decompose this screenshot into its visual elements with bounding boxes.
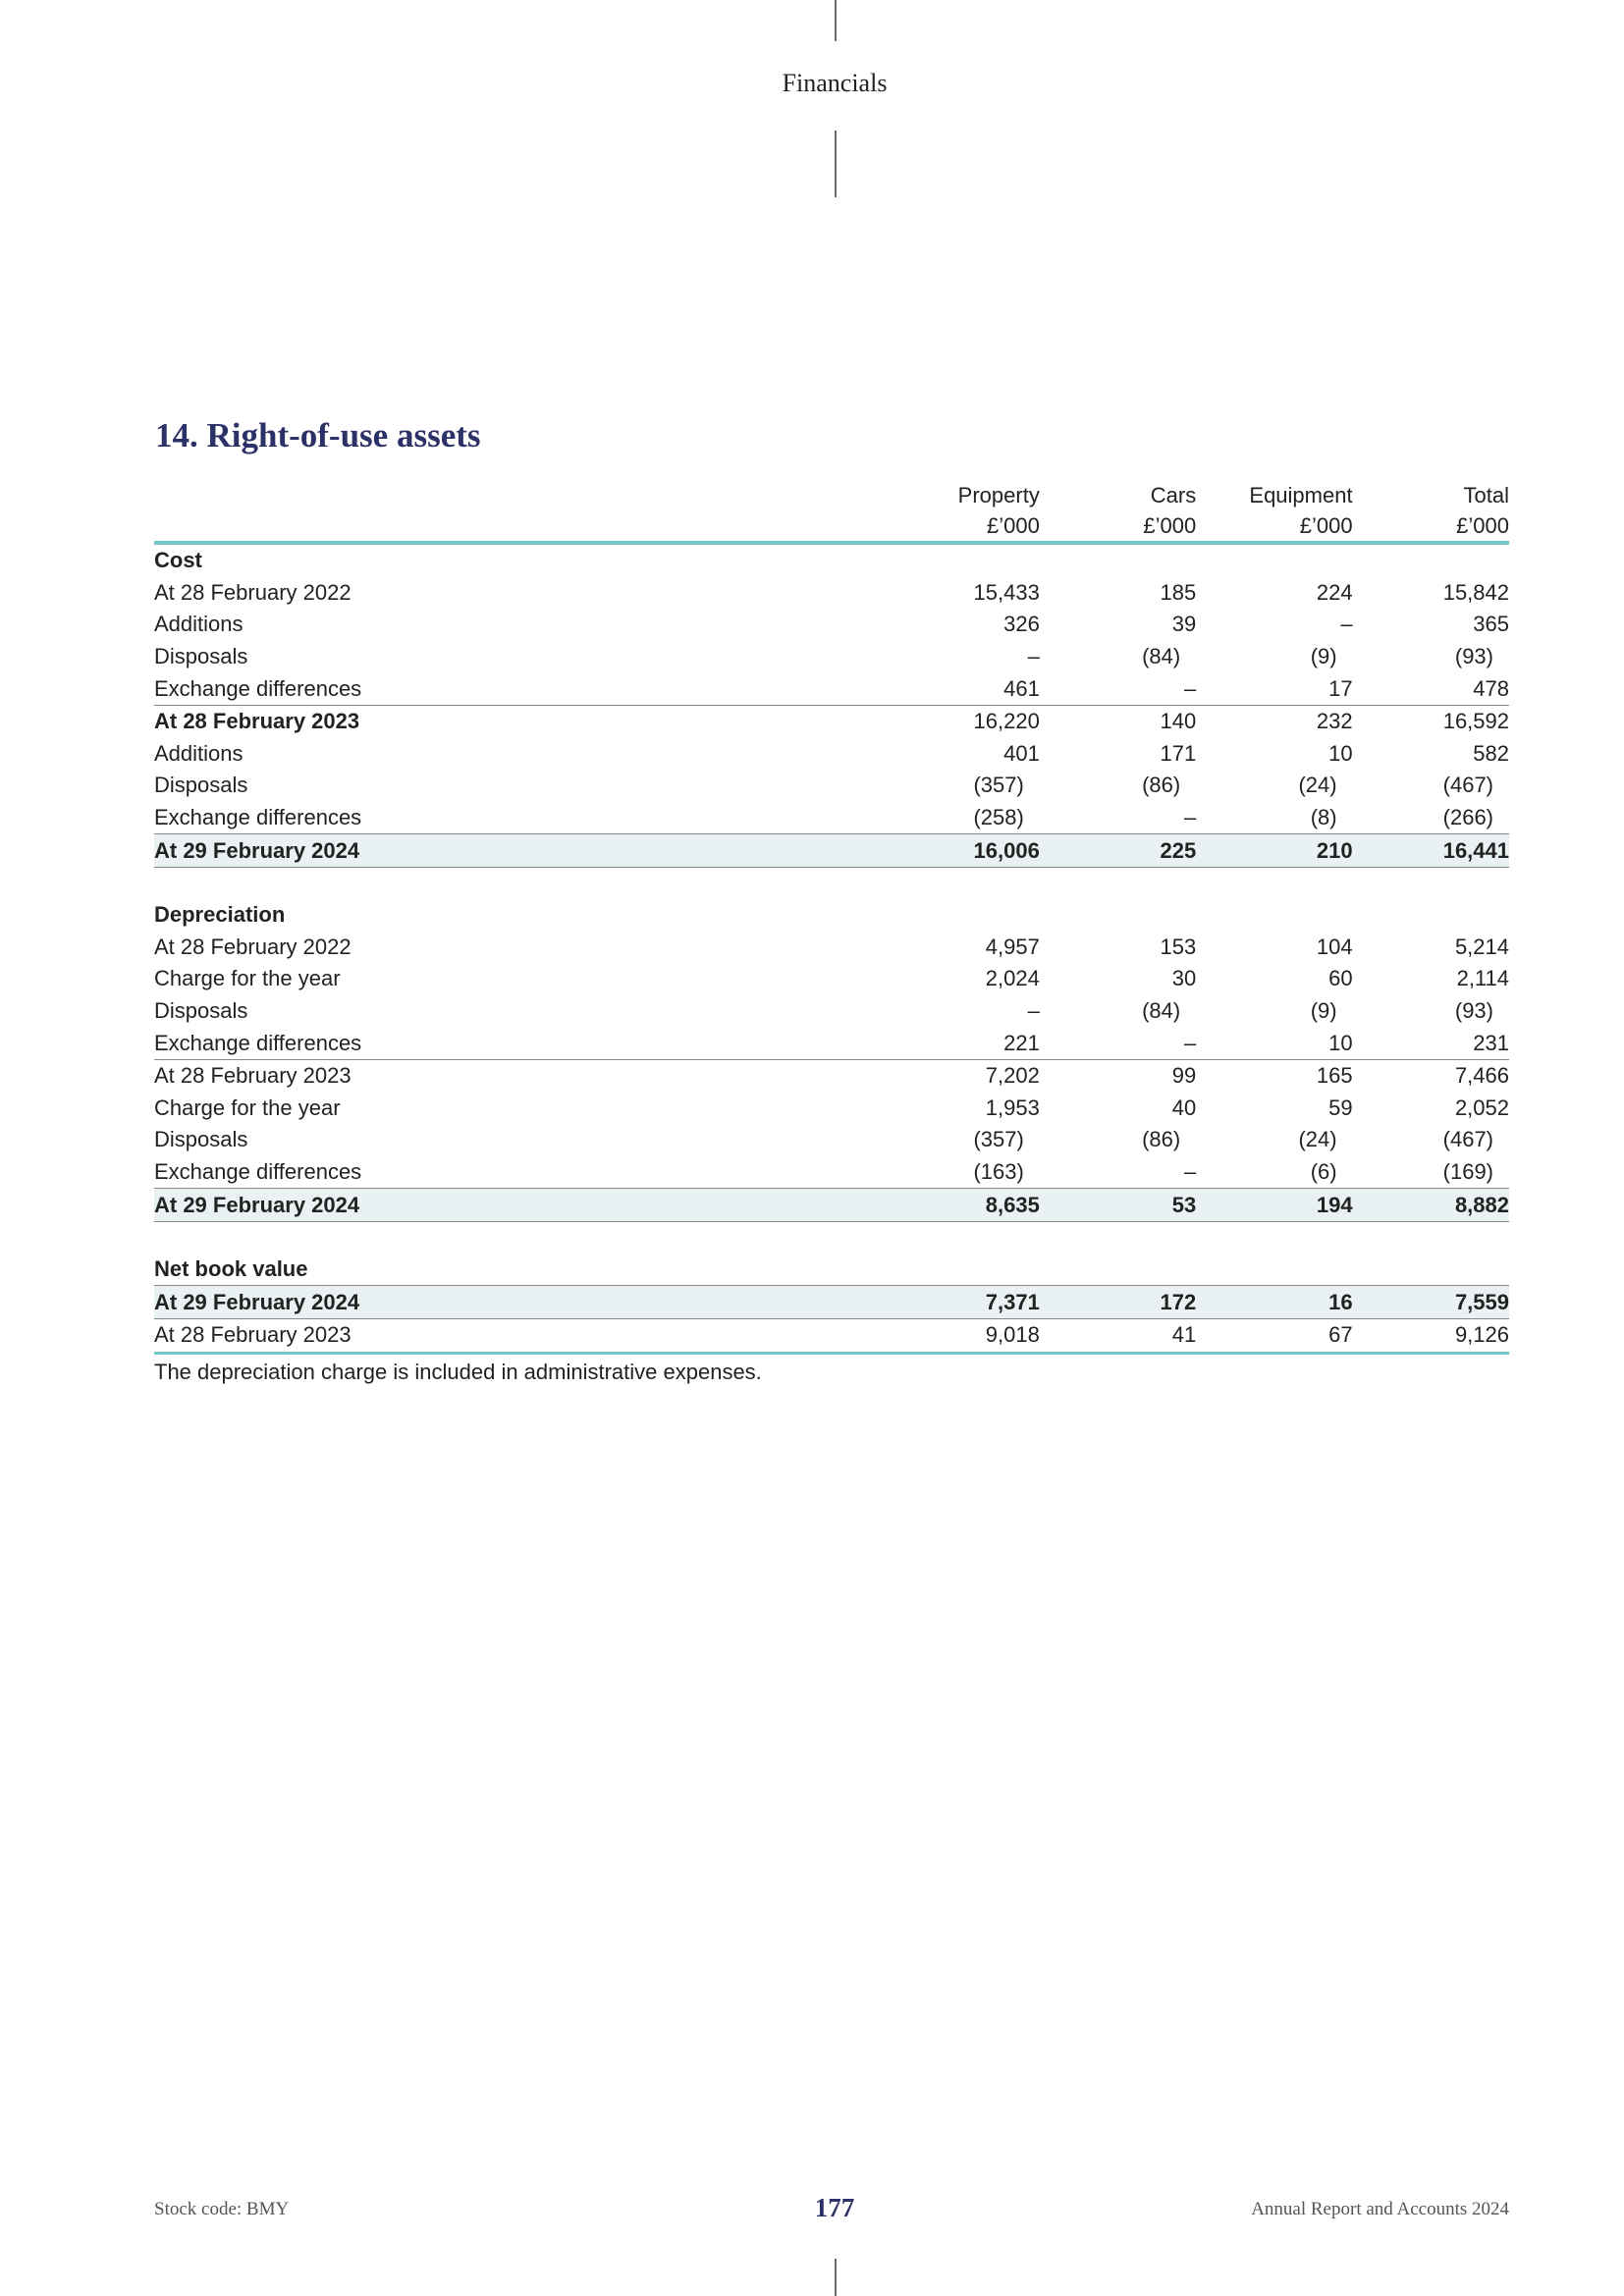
total-value: 8,882 <box>1353 1189 1509 1222</box>
total-value: 2,114 <box>1456 966 1509 991</box>
cars-value: (84) <box>1142 644 1181 669</box>
total-value: 2,052 <box>1454 1095 1509 1120</box>
column-header-property: Property £’000 <box>897 478 1040 543</box>
total-value: 7,466 <box>1353 1059 1509 1092</box>
equipment-value: (6) <box>1310 1158 1337 1184</box>
property-value: 15,433 <box>973 579 1040 605</box>
total-value: (93) <box>1454 644 1493 669</box>
total-value: (93) <box>1454 998 1493 1024</box>
row-label: Exchange differences <box>154 1158 362 1184</box>
header-title: Financials <box>782 69 888 97</box>
cars-value: 30 <box>1171 966 1197 991</box>
row-label: At 28 February 2022 <box>154 934 352 959</box>
equipment-value: (8) <box>1310 805 1337 830</box>
property-value: 1,953 <box>985 1095 1040 1120</box>
row-label: Disposals <box>154 773 248 798</box>
cars-value: 225 <box>1040 834 1196 868</box>
equipment-value: 194 <box>1196 1189 1352 1222</box>
table-header-row <box>154 478 1509 543</box>
cars-value: (84) <box>1142 998 1181 1024</box>
row-label: Exchange differences <box>154 675 362 701</box>
property-value: 221 <box>1003 1030 1040 1055</box>
table-row <box>154 641 1509 673</box>
equipment-value: 165 <box>1196 1059 1352 1092</box>
table-row <box>154 1124 1509 1156</box>
cars-value: 53 <box>1040 1189 1196 1222</box>
table-row <box>154 1093 1509 1125</box>
row-label: Disposals <box>154 998 248 1024</box>
total-value: 231 <box>1473 1030 1509 1055</box>
cars-value: 171 <box>1160 740 1197 766</box>
cars-value: 39 <box>1171 612 1197 637</box>
table-row <box>154 672 1509 705</box>
property-value: 16,006 <box>897 834 1040 868</box>
cars-value: 140 <box>1040 705 1196 737</box>
row-label: At 28 February 2022 <box>154 579 352 605</box>
property-value: 9,018 <box>897 1319 1040 1354</box>
footer-report-title: Annual Report and Accounts 2024 <box>1251 2199 1509 2219</box>
total-row <box>154 1189 1509 1222</box>
cars-value: 153 <box>1160 934 1197 959</box>
total-value: (467) <box>1442 773 1493 798</box>
property-value: 2,024 <box>985 966 1040 991</box>
total-value: 15,842 <box>1442 579 1509 605</box>
depreciation-heading: Depreciation <box>154 902 286 928</box>
total-value: (169) <box>1442 1158 1493 1184</box>
equipment-value: (24) <box>1298 773 1337 798</box>
table-row <box>154 802 1509 834</box>
total-value: 7,559 <box>1353 1286 1509 1319</box>
row-label: Exchange differences <box>154 805 362 830</box>
row-label: Charge for the year <box>154 1095 341 1120</box>
cars-value: – <box>1183 675 1197 701</box>
top-divider-line <box>835 0 837 41</box>
total-value: 16,592 <box>1353 705 1509 737</box>
equipment-value: 16 <box>1196 1286 1352 1319</box>
net-book-value-heading: Net book value <box>154 1256 308 1282</box>
section-heading-row <box>154 899 1509 932</box>
property-value: (357) <box>973 1127 1024 1152</box>
table-row <box>154 963 1509 995</box>
table-footnote: The depreciation charge is included in administrative expenses. <box>154 1360 762 1384</box>
table-header-blank <box>154 478 897 543</box>
row-label: Additions <box>154 740 244 766</box>
equipment-value: (24) <box>1298 1127 1337 1152</box>
equipment-value: 104 <box>1316 934 1353 959</box>
row-label: Disposals <box>154 644 248 669</box>
total-value: 478 <box>1473 675 1509 701</box>
column-header-cars: Cars £’000 <box>1040 478 1196 543</box>
property-value: 4,957 <box>985 934 1040 959</box>
cars-value: 172 <box>1040 1286 1196 1319</box>
cars-value: 40 <box>1171 1095 1197 1120</box>
equipment-value: 17 <box>1328 675 1353 701</box>
equipment-value: 224 <box>1316 579 1353 605</box>
cars-value: 41 <box>1040 1319 1196 1354</box>
equipment-value: 10 <box>1328 740 1353 766</box>
row-label: Exchange differences <box>154 1030 362 1055</box>
row-label: At 29 February 2024 <box>154 1189 897 1222</box>
cars-value: 99 <box>1040 1059 1196 1092</box>
header-divider-line <box>835 131 837 197</box>
row-label: At 28 February 2023 <box>154 705 897 737</box>
equipment-value: – <box>1340 612 1353 637</box>
total-value: 16,441 <box>1353 834 1509 868</box>
equipment-value: (9) <box>1310 998 1337 1024</box>
total-value: 365 <box>1473 612 1509 637</box>
footer-stock-code: Stock code: BMY <box>154 2199 290 2219</box>
section-title: 14. Right-of-use assets <box>155 416 481 454</box>
table-row <box>154 770 1509 802</box>
cost-heading: Cost <box>154 548 202 573</box>
property-value: (258) <box>973 805 1024 830</box>
equipment-value: 67 <box>1196 1319 1352 1354</box>
property-value: (163) <box>973 1158 1024 1184</box>
column-header-equipment: Equipment £’000 <box>1196 478 1352 543</box>
section-heading-row <box>154 1254 1509 1286</box>
total-value: 582 <box>1473 740 1509 766</box>
total-row <box>154 834 1509 868</box>
spacer-row <box>154 867 1509 899</box>
property-value: – <box>1027 998 1040 1024</box>
property-value: 461 <box>1003 675 1040 701</box>
table-row <box>154 738 1509 771</box>
section-heading-row <box>154 543 1509 577</box>
table-row <box>154 1156 1509 1189</box>
table-row <box>154 577 1509 610</box>
property-value: 7,202 <box>897 1059 1040 1092</box>
cars-value: – <box>1183 1158 1197 1184</box>
property-value: 326 <box>1003 612 1040 637</box>
subtotal-row <box>154 1059 1509 1092</box>
net-book-value-row <box>154 1286 1509 1319</box>
equipment-value: 59 <box>1328 1095 1353 1120</box>
property-value: (357) <box>973 773 1024 798</box>
cars-value: – <box>1183 1030 1197 1055</box>
net-book-value-row <box>154 1319 1509 1354</box>
row-label: Charge for the year <box>154 966 341 991</box>
subtotal-row <box>154 705 1509 737</box>
cars-value: (86) <box>1142 1127 1181 1152</box>
property-value: 7,371 <box>897 1286 1040 1319</box>
property-value: 8,635 <box>897 1189 1040 1222</box>
equipment-value: 232 <box>1196 705 1352 737</box>
equipment-value: (9) <box>1310 644 1337 669</box>
row-label: At 28 February 2023 <box>154 1319 897 1354</box>
right-of-use-assets-table <box>154 478 1509 1355</box>
total-value: 9,126 <box>1353 1319 1509 1354</box>
equipment-value: 60 <box>1328 966 1353 991</box>
total-value: 5,214 <box>1454 934 1509 959</box>
row-label: At 29 February 2024 <box>154 1286 897 1319</box>
property-value: – <box>1027 644 1040 669</box>
cars-value: (86) <box>1142 773 1181 798</box>
column-header-total: Total £’000 <box>1353 478 1509 543</box>
equipment-value: 210 <box>1196 834 1352 868</box>
property-value: 401 <box>1003 740 1040 766</box>
cars-value: – <box>1183 805 1197 830</box>
row-label: Additions <box>154 612 244 637</box>
row-label: At 29 February 2024 <box>154 834 897 868</box>
equipment-value: 10 <box>1328 1030 1353 1055</box>
page-number: 177 <box>814 2193 855 2222</box>
table-row <box>154 609 1509 641</box>
bottom-divider-line <box>835 2259 837 2296</box>
table-row <box>154 995 1509 1028</box>
table-row <box>154 932 1509 964</box>
row-label: Disposals <box>154 1127 248 1152</box>
spacer-row <box>154 1221 1509 1254</box>
property-value: 16,220 <box>897 705 1040 737</box>
row-label: At 28 February 2023 <box>154 1059 897 1092</box>
table-row <box>154 1027 1509 1059</box>
total-value: (467) <box>1442 1127 1493 1152</box>
total-value: (266) <box>1442 805 1493 830</box>
cars-value: 185 <box>1160 579 1197 605</box>
